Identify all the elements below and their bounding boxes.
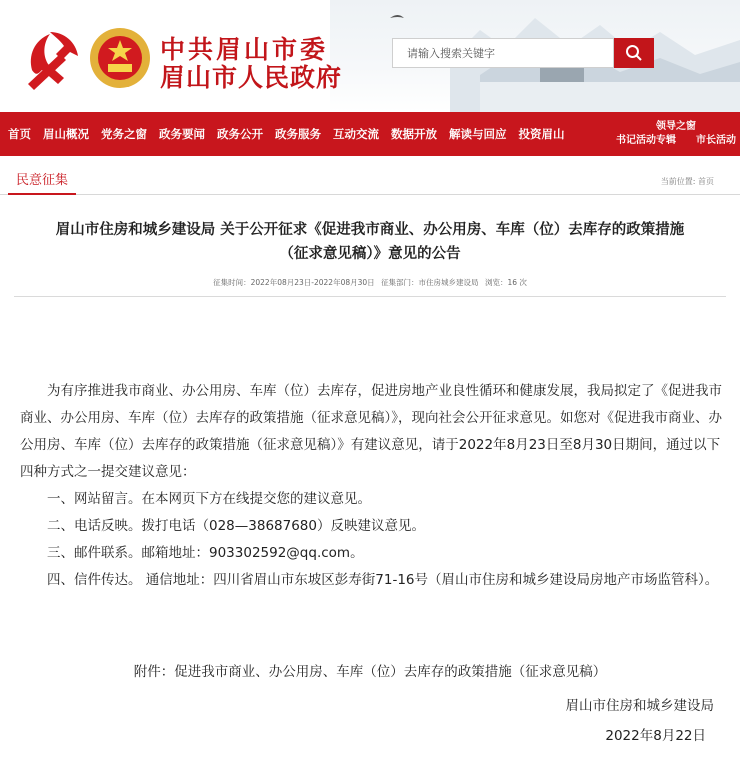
nav-item-disclosure[interactable]: 政务公开 — [217, 127, 263, 141]
nav-item-services[interactable]: 政务服务 — [275, 127, 321, 141]
search-input[interactable] — [393, 39, 613, 67]
party-emblem-icon — [20, 26, 88, 94]
main-nav — [0, 112, 740, 156]
nav-item-party[interactable]: 党务之窗 — [101, 127, 147, 141]
nav-item-news[interactable]: 政务要闻 — [159, 127, 205, 141]
nav-item-overview[interactable]: 眉山概况 — [43, 127, 89, 141]
breadcrumb-bar — [0, 170, 740, 195]
nav-item-home[interactable]: 首页 — [8, 127, 31, 141]
article-title-line2: （征求意见稿）》意见的公告 — [279, 246, 461, 262]
method-item-4: 四、信件传达。 通信地址：四川省眉山市东坡区彭寿街71-16号（眉山市住房和城乡建设局房地产市场监管科）。 — [47, 572, 719, 588]
nav-item-interpretation[interactable]: 解读与回应 — [449, 127, 507, 141]
method-item-2: 二、电话反映。拨打电话（028—38687680）反映建议意见。 — [47, 518, 425, 534]
method-item-1: 一、网站留言。在本网页下方在线提交您的建议意见。 — [47, 491, 371, 507]
section-title: 民意征集 — [8, 170, 76, 195]
site-title-line2: 眉山市人民政府 — [160, 63, 343, 92]
site-title-line1: 中共眉山市委 — [160, 35, 329, 64]
meta-dept: 征集部门：市住房城乡建设局 — [381, 278, 479, 287]
article-title-line1: 眉山市住房和城乡建设局 关于公开征求《促进我市商业、办公用房、车库（位）去库存的政策措施 — [55, 222, 685, 238]
attachment-link[interactable]: 附件：促进我市商业、办公用房、车库（位）去库存的政策措施（征求意见稿） — [133, 664, 607, 680]
intro-paragraph: 为有序推进我市商业、办公用房、车库（位）去库存，促进房地产业良性循环和健康发展，我局拟定了《促进我市商业、办公用房、车库（位）去库存的政策措施（征求意见稿）》，现向社会公开征求意见。如您对《促进我市商业、办公用房、车库（位）去库存的政策措施（征求意见稿）》有建议意见，请于2022年8月23日至8月30日期间，通过以下四种方式之一提交建议意见： — [20, 383, 722, 480]
leaders-window-title[interactable]: 领导之窗 — [656, 121, 696, 132]
signature-date: 2022年8月22日 — [605, 728, 706, 744]
article-meta — [0, 277, 740, 288]
site-header — [0, 0, 740, 112]
meta-views: 浏览：16 次 — [484, 278, 527, 287]
breadcrumb-home[interactable]: 首页 — [698, 177, 714, 186]
breadcrumb — [661, 176, 714, 187]
article-title — [12, 218, 728, 266]
search-button[interactable] — [614, 38, 654, 68]
divider — [14, 296, 726, 297]
method-item-3: 三、邮件联系。邮箱地址：903302592@qq.com。 — [47, 545, 364, 561]
secretary-activities-link[interactable]: 书记活动专辑 — [616, 135, 676, 146]
search-icon — [625, 44, 643, 62]
nav-item-investment[interactable]: 投资眉山 — [518, 127, 565, 141]
nav-item-open-data[interactable]: 数据开放 — [391, 127, 437, 141]
leaders-window — [616, 120, 736, 148]
national-emblem-icon — [88, 26, 152, 90]
article-body — [20, 378, 724, 594]
breadcrumb-label: 当前位置: — [660, 177, 696, 186]
meta-time: 征集时间：2022年08月23日-2022年08月30日 — [213, 278, 375, 287]
nav-items — [8, 112, 577, 156]
mayor-activities-link[interactable]: 市长活动 — [696, 135, 736, 146]
search-box — [392, 38, 614, 68]
signature: 眉山市住房和城乡建设局 — [565, 698, 714, 714]
nav-item-interaction[interactable]: 互动交流 — [333, 127, 379, 141]
